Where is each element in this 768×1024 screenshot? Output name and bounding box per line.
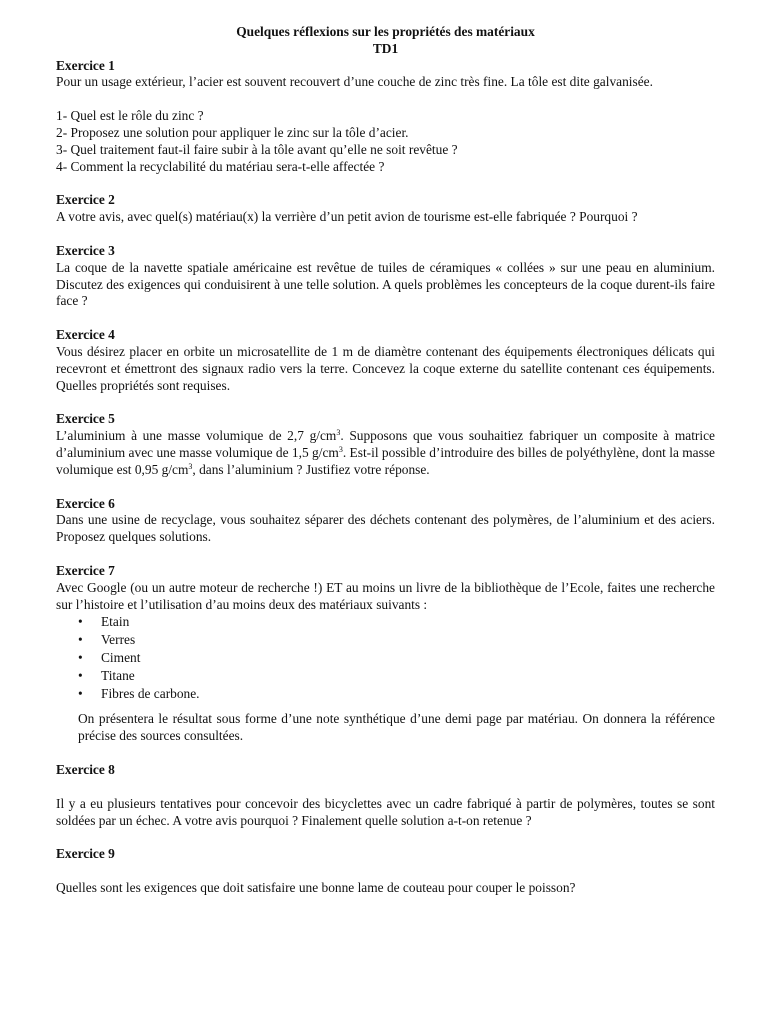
- exercise-2-heading: Exercice 2: [56, 192, 115, 208]
- exercise-4-heading: Exercice 4: [56, 327, 115, 343]
- superscript-3: 3: [188, 461, 193, 471]
- document-page: [56, 24, 715, 897]
- exercise-8-heading: Exercice 8: [56, 761, 115, 777]
- exercise-9-text: Quelles sont les exigences que doit satisfaire une bonne lame de couteau pour couper le poisson?: [56, 880, 576, 896]
- list-item: [56, 613, 715, 631]
- list-item: [56, 649, 715, 667]
- exercise-9-heading: Exercice 9: [56, 846, 115, 862]
- bullet-icon: •: [78, 614, 83, 630]
- document-subtitle: TD1: [372, 40, 399, 56]
- materials-list: [56, 613, 715, 703]
- exercise-5-heading: Exercice 5: [56, 411, 115, 427]
- document-title: Quelques réflexions sur les propriétés des matériaux: [236, 24, 535, 39]
- exercise-3-heading: Exercice 3: [56, 242, 115, 258]
- list-item-label: Verres: [101, 632, 136, 648]
- exercise-5-text-part: L’aluminium à une masse volumique de 2,7 g/cm: [56, 428, 337, 444]
- exercise-7-text: Avec Google (ou un autre moteur de recherche !) ET au moins un livre de la bibliothèque de l’Ecole, faites une recherche sur l’histoire et l’utilisation d’au moins deux des matériaux suivants :: [56, 579, 715, 612]
- exercise-6-text: Dans une usine de recyclage, vous souhaitez séparer des déchets contenant des polymères, de l’aluminium et des aciers. Proposez quelques solutions.: [56, 512, 715, 545]
- exercise-1-question: 2- Proposez une solution pour appliquer le zinc sur la tôle d’acier.: [56, 124, 409, 140]
- exercise-7-note: On présentera le résultat sous forme d’une note synthétique d’une demi page par matériau. On donnera la référence précise des sources consultées.: [78, 711, 715, 744]
- exercise-5-text-part: . Est-il possible d’introduire des billes de polyéthylène, dont la masse volumique est 0,95 g/cm: [56, 444, 715, 477]
- list-item: [56, 631, 715, 649]
- exercise-1-question: 1- Quel est le rôle du zinc ?: [56, 108, 204, 124]
- list-item-label: Ciment: [101, 650, 141, 666]
- list-item-label: Etain: [101, 614, 130, 630]
- exercise-2-text: A votre avis, avec quel(s) matériau(x) la verrière d’un petit avion de tourisme est-elle fabriquée ? Pourquoi ?: [56, 209, 638, 225]
- exercise-1-question: 4- Comment la recyclabilité du matériau sera-t-elle affectée ?: [56, 158, 385, 174]
- exercise-3-text: La coque de la navette spatiale américaine est revêtue de tuiles de céramiques « collées » sur une peau en aluminium. Discutez des exigences qui conduisirent à une telle solution. A quels problèmes les concepteurs de la coque durent-ils faire face ?: [56, 259, 715, 309]
- exercise-5-text-part: . Supposons que vous souhaitiez fabriquer un composite à matrice d’aluminium avec une masse volumique de 1,5 g/cm: [56, 428, 715, 460]
- exercise-1-text: Pour un usage extérieur, l’acier est souvent recouvert d’une couche de zinc très fine. La tôle est dite galvanisée.: [56, 74, 653, 90]
- exercise-5-text: [56, 428, 715, 478]
- superscript-3: 3: [338, 444, 343, 454]
- bullet-icon: •: [78, 632, 83, 648]
- list-item: [56, 685, 715, 703]
- bullet-icon: •: [78, 668, 83, 684]
- exercise-6-heading: Exercice 6: [56, 495, 115, 511]
- exercise-8-text: Il y a eu plusieurs tentatives pour concevoir des bicyclettes avec un cadre fabriqué à partir de polymères, toutes se sont soldées par un échec. A votre avis pourquoi ? Finalement quelle solution a-t-on retenue ?: [56, 795, 715, 828]
- exercise-7-heading: Exercice 7: [56, 562, 115, 578]
- superscript-3: 3: [336, 428, 341, 438]
- exercise-5-text-part: , dans l’aluminium ? Justifiez votre réponse.: [192, 461, 430, 477]
- list-item: [56, 667, 715, 685]
- list-item-label: Titane: [101, 668, 135, 684]
- exercise-4-text: Vous désirez placer en orbite un microsatellite de 1 m de diamètre contenant des équipements électroniques délicats qui recevront et émettront des signaux radio vers la terre. Concevez la coque externe du satellite contenant ces équipements. Quelles propriétés sont requises.: [56, 343, 715, 393]
- bullet-icon: •: [78, 650, 83, 666]
- exercise-1-heading: Exercice 1: [56, 57, 115, 73]
- exercise-1-question: 3- Quel traitement faut-il faire subir à la tôle avant qu’elle ne soit revêtue ?: [56, 141, 458, 157]
- bullet-icon: •: [78, 686, 83, 702]
- list-item-label: Fibres de carbone.: [101, 686, 200, 702]
